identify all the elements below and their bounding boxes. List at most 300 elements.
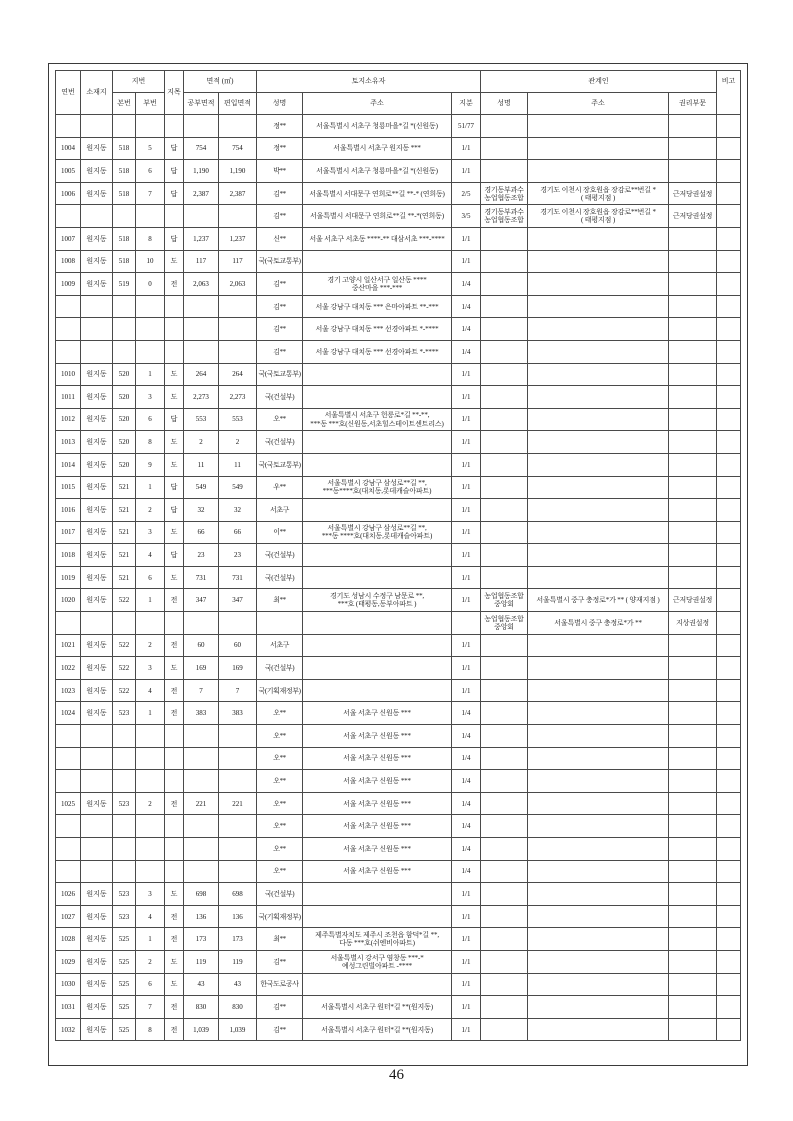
related-party-address [528, 860, 669, 883]
right-type [669, 295, 717, 318]
land-category: 전 [165, 589, 184, 612]
location: 원지동 [81, 160, 113, 183]
location: 원지동 [81, 250, 113, 273]
serial-number: 1009 [56, 273, 81, 296]
area-registered: 1,190 [184, 160, 219, 183]
area-included: 32 [219, 499, 257, 522]
owner-address: 서울 서초구 신원동 *** [303, 770, 452, 793]
serial-number: 1031 [56, 996, 81, 1019]
related-party-name [481, 295, 528, 318]
location [81, 725, 113, 748]
related-party-name [481, 905, 528, 928]
serial-number: 1019 [56, 566, 81, 589]
lot-main-number [113, 860, 136, 883]
owner-address: 경기도 성남시 수정구 남문로 **, ***호 (태평동,동부아파트 ) [303, 589, 452, 612]
header-lot-sub: 부번 [136, 93, 165, 115]
table-row [56, 182, 741, 205]
header-area-included: 편입면적 [219, 93, 257, 115]
remarks [717, 273, 741, 296]
owner-address [303, 657, 452, 680]
owner-share: 1/1 [452, 227, 481, 250]
serial-number: 1014 [56, 453, 81, 476]
table-row [56, 950, 741, 973]
table-row [56, 431, 741, 454]
lot-main-number: 521 [113, 566, 136, 589]
related-party-name [481, 928, 528, 951]
area-included: 66 [219, 521, 257, 544]
owner-name: 서초구 [257, 499, 303, 522]
lot-sub-number: 1 [136, 702, 165, 725]
land-category: 도 [165, 363, 184, 386]
related-party-name [481, 137, 528, 160]
owner-share: 1/4 [452, 273, 481, 296]
right-type [669, 725, 717, 748]
owner-name: 우** [257, 476, 303, 499]
lot-main-number: 521 [113, 544, 136, 567]
area-included: 221 [219, 792, 257, 815]
remarks [717, 544, 741, 567]
land-category: 도 [165, 431, 184, 454]
related-party-address [528, 815, 669, 838]
land-category: 전 [165, 792, 184, 815]
header-row-top [56, 71, 741, 93]
related-party-name [481, 566, 528, 589]
right-type: 근저당권설정 [669, 182, 717, 205]
land-category: 도 [165, 657, 184, 680]
location: 원지동 [81, 996, 113, 1019]
related-party-address [528, 499, 669, 522]
lot-sub-number: 2 [136, 950, 165, 973]
land-category: 전 [165, 679, 184, 702]
area-registered: 32 [184, 499, 219, 522]
area-included: 731 [219, 566, 257, 589]
remarks [717, 996, 741, 1019]
right-type [669, 476, 717, 499]
owner-share: 1/4 [452, 860, 481, 883]
lot-sub-number: 1 [136, 589, 165, 612]
right-type [669, 973, 717, 996]
related-party-address [528, 838, 669, 861]
remarks [717, 702, 741, 725]
right-type [669, 227, 717, 250]
area-registered [184, 770, 219, 793]
right-type [669, 883, 717, 906]
lot-sub-number: 1 [136, 928, 165, 951]
right-type [669, 679, 717, 702]
owner-name: 김** [257, 996, 303, 1019]
land-category: 도 [165, 250, 184, 273]
land-category: 도 [165, 973, 184, 996]
location: 원지동 [81, 521, 113, 544]
area-included: 698 [219, 883, 257, 906]
owner-share: 1/1 [452, 928, 481, 951]
related-party-address [528, 476, 669, 499]
header-area: 면적 (㎡) [184, 71, 257, 93]
lot-main-number: 521 [113, 521, 136, 544]
table-row [56, 386, 741, 409]
location: 원지동 [81, 273, 113, 296]
related-party-name: 농업협동조합 중앙회 [481, 589, 528, 612]
serial-number: 1026 [56, 883, 81, 906]
location: 원지동 [81, 363, 113, 386]
area-included: 1,237 [219, 227, 257, 250]
area-registered: 7 [184, 679, 219, 702]
owner-address [303, 973, 452, 996]
lot-main-number: 525 [113, 973, 136, 996]
remarks [717, 905, 741, 928]
serial-number: 1012 [56, 408, 81, 431]
serial-number: 1006 [56, 182, 81, 205]
serial-number: 1023 [56, 679, 81, 702]
lot-sub-number [136, 725, 165, 748]
land-category: 답 [165, 499, 184, 522]
related-party-name [481, 544, 528, 567]
right-type [669, 905, 717, 928]
related-party-name [481, 792, 528, 815]
table-row [56, 612, 741, 635]
related-party-name [481, 453, 528, 476]
area-registered: 698 [184, 883, 219, 906]
owner-share: 1/4 [452, 770, 481, 793]
remarks [717, 476, 741, 499]
area-included: 2,063 [219, 273, 257, 296]
serial-number [56, 838, 81, 861]
related-party-name [481, 318, 528, 341]
remarks [717, 453, 741, 476]
related-party-name [481, 250, 528, 273]
right-type [669, 160, 717, 183]
land-category: 답 [165, 227, 184, 250]
related-party-address [528, 295, 669, 318]
related-party-address [528, 273, 669, 296]
related-party-name [481, 386, 528, 409]
table-row [56, 566, 741, 589]
table-row [56, 747, 741, 770]
related-party-name [481, 499, 528, 522]
area-registered: 66 [184, 521, 219, 544]
area-registered: 119 [184, 950, 219, 973]
remarks [717, 634, 741, 657]
related-party-address [528, 883, 669, 906]
related-party-address [528, 566, 669, 589]
lot-sub-number: 4 [136, 544, 165, 567]
lot-sub-number [136, 318, 165, 341]
location [81, 838, 113, 861]
related-party-address [528, 250, 669, 273]
area-registered [184, 725, 219, 748]
right-type [669, 860, 717, 883]
location: 원지동 [81, 634, 113, 657]
lot-main-number [113, 815, 136, 838]
right-type [669, 657, 717, 680]
related-party-address: 서울특별시 중구 충정로*가 ** [528, 612, 669, 635]
location: 원지동 [81, 657, 113, 680]
remarks [717, 838, 741, 861]
remarks [717, 431, 741, 454]
lot-sub-number [136, 770, 165, 793]
owner-name: 오** [257, 770, 303, 793]
owner-share: 1/4 [452, 702, 481, 725]
owner-address [303, 386, 452, 409]
lot-main-number: 520 [113, 408, 136, 431]
right-type [669, 838, 717, 861]
area-registered: 2,063 [184, 273, 219, 296]
remarks [717, 815, 741, 838]
table-row [56, 702, 741, 725]
lot-main-number: 519 [113, 273, 136, 296]
owner-name: 국(건설부) [257, 883, 303, 906]
header-location: 소재지 [81, 71, 113, 115]
owner-share: 1/1 [452, 386, 481, 409]
table-row [56, 770, 741, 793]
owner-name: 최** [257, 928, 303, 951]
lot-main-number: 520 [113, 431, 136, 454]
lot-sub-number [136, 815, 165, 838]
header-area-registered: 공부면적 [184, 93, 219, 115]
land-category: 전 [165, 702, 184, 725]
area-included [219, 295, 257, 318]
owner-name: 김** [257, 273, 303, 296]
area-included: 549 [219, 476, 257, 499]
land-category: 전 [165, 273, 184, 296]
land-category: 도 [165, 950, 184, 973]
remarks [717, 950, 741, 973]
owner-share: 1/1 [452, 679, 481, 702]
owner-address: 서울 강남구 대치동 *** 선경아파트 *-**** [303, 340, 452, 363]
lot-sub-number [136, 205, 165, 228]
lot-sub-number: 6 [136, 566, 165, 589]
table-body [56, 115, 741, 1041]
serial-number [56, 770, 81, 793]
land-category: 답 [165, 544, 184, 567]
land-category: 답 [165, 137, 184, 160]
table-row [56, 792, 741, 815]
area-registered: 1,039 [184, 1018, 219, 1041]
table-row [56, 679, 741, 702]
lot-sub-number: 8 [136, 431, 165, 454]
related-party-name [481, 950, 528, 973]
owner-name: 국(국토교통부) [257, 363, 303, 386]
owner-name: 오** [257, 792, 303, 815]
related-party-name [481, 115, 528, 138]
area-registered [184, 612, 219, 635]
lot-sub-number: 1 [136, 476, 165, 499]
table-header [56, 71, 741, 115]
remarks [717, 227, 741, 250]
lot-sub-number: 1 [136, 363, 165, 386]
header-owner-share: 지분 [452, 93, 481, 115]
area-registered [184, 295, 219, 318]
land-category: 답 [165, 408, 184, 431]
owner-address: 서울특별시 강남구 삼성로**길 **, ***동****호(대치동,롯데캐슬아파트) [303, 476, 452, 499]
serial-number: 1011 [56, 386, 81, 409]
area-included: 754 [219, 137, 257, 160]
remarks [717, 408, 741, 431]
owner-share [452, 612, 481, 635]
owner-address [303, 453, 452, 476]
related-party-address [528, 747, 669, 770]
owner-name: 국(건설부) [257, 386, 303, 409]
table-row [56, 227, 741, 250]
area-included: 136 [219, 905, 257, 928]
area-included: 830 [219, 996, 257, 1019]
related-party-name [481, 431, 528, 454]
owner-address: 서울특별시 서대문구 연희로**길 **-*(연희동) [303, 205, 452, 228]
owner-address: 서울 서초구 신원동 *** [303, 792, 452, 815]
related-party-address [528, 770, 669, 793]
serial-number: 1010 [56, 363, 81, 386]
table-row [56, 363, 741, 386]
owner-share: 1/4 [452, 318, 481, 341]
lot-main-number: 525 [113, 950, 136, 973]
land-category [165, 205, 184, 228]
right-type [669, 363, 717, 386]
owner-name: 오** [257, 725, 303, 748]
serial-number: 1027 [56, 905, 81, 928]
owner-share: 1/1 [452, 431, 481, 454]
area-registered: 754 [184, 137, 219, 160]
location: 원지동 [81, 905, 113, 928]
related-party-name [481, 227, 528, 250]
remarks [717, 340, 741, 363]
location [81, 860, 113, 883]
lot-main-number: 521 [113, 476, 136, 499]
owner-name: 오** [257, 747, 303, 770]
owner-address [303, 883, 452, 906]
owner-name: 신** [257, 227, 303, 250]
lot-sub-number: 4 [136, 905, 165, 928]
owner-share: 1/1 [452, 905, 481, 928]
location: 원지동 [81, 182, 113, 205]
serial-number: 1008 [56, 250, 81, 273]
serial-number: 1005 [56, 160, 81, 183]
serial-number [56, 725, 81, 748]
related-party-address [528, 950, 669, 973]
area-included: 553 [219, 408, 257, 431]
owner-name: 한국도로공사 [257, 973, 303, 996]
area-included: 169 [219, 657, 257, 680]
area-included [219, 612, 257, 635]
owner-address: 서울특별시 서대문구 연희로**길 **-* (연희동) [303, 182, 452, 205]
owner-name: 김** [257, 182, 303, 205]
location: 원지동 [81, 476, 113, 499]
owner-name: 김** [257, 295, 303, 318]
header-category: 지목 [165, 71, 184, 115]
table-row [56, 996, 741, 1019]
table-row [56, 273, 741, 296]
remarks [717, 318, 741, 341]
lot-sub-number: 3 [136, 521, 165, 544]
table-row [56, 928, 741, 951]
remarks [717, 386, 741, 409]
area-included: 383 [219, 702, 257, 725]
area-registered: 136 [184, 905, 219, 928]
related-party-address: 경기도 이천시 장호원읍 장감로**번길 * ( 태평지점 ) [528, 182, 669, 205]
table-row [56, 589, 741, 612]
area-included: 60 [219, 634, 257, 657]
owner-address: 서울특별시 강남구 삼성로**길 **, ***동 ****호(대치동,롯데캐슬아파트) [303, 521, 452, 544]
remarks [717, 973, 741, 996]
lot-main-number: 525 [113, 1018, 136, 1041]
remarks [717, 657, 741, 680]
lot-main-number: 518 [113, 160, 136, 183]
owner-name: 이** [257, 521, 303, 544]
area-included [219, 815, 257, 838]
related-party-name [481, 815, 528, 838]
table-row [56, 883, 741, 906]
related-party-address [528, 1018, 669, 1041]
land-category: 답 [165, 160, 184, 183]
owner-share: 1/1 [452, 566, 481, 589]
remarks [717, 747, 741, 770]
area-registered: 347 [184, 589, 219, 612]
serial-number: 1032 [56, 1018, 81, 1041]
serial-number [56, 612, 81, 635]
header-remarks: 비고 [717, 71, 741, 115]
lot-sub-number: 7 [136, 996, 165, 1019]
owner-share: 1/1 [452, 453, 481, 476]
lot-main-number: 522 [113, 657, 136, 680]
lot-sub-number: 4 [136, 679, 165, 702]
related-party-name [481, 657, 528, 680]
lot-main-number: 518 [113, 227, 136, 250]
location: 원지동 [81, 386, 113, 409]
area-included: 2,387 [219, 182, 257, 205]
area-included [219, 747, 257, 770]
area-included [219, 115, 257, 138]
related-party-name [481, 521, 528, 544]
owner-address [303, 634, 452, 657]
related-party-name: 경기동부과수 농업협동조합 [481, 182, 528, 205]
area-included: 264 [219, 363, 257, 386]
related-party-address: 서울특별시 중구 충정로*가 ** ( 양재지점 ) [528, 589, 669, 612]
area-registered: 549 [184, 476, 219, 499]
serial-number: 1029 [56, 950, 81, 973]
area-included: 2 [219, 431, 257, 454]
right-type [669, 250, 717, 273]
owner-address: 서울특별시 강서구 염창동 ***-* 예성그린빌아파트 -**** [303, 950, 452, 973]
land-category [165, 318, 184, 341]
owner-address: 서울 서초구 신원동 *** [303, 702, 452, 725]
remarks [717, 160, 741, 183]
right-type [669, 928, 717, 951]
table-row [56, 1018, 741, 1041]
related-party-address [528, 115, 669, 138]
related-party-address [528, 431, 669, 454]
area-included [219, 318, 257, 341]
table-row [56, 250, 741, 273]
remarks [717, 1018, 741, 1041]
related-party-name [481, 725, 528, 748]
owner-name: 국(기획재정부) [257, 905, 303, 928]
lot-main-number: 523 [113, 702, 136, 725]
owner-name: 국(건설부) [257, 657, 303, 680]
owner-address [303, 566, 452, 589]
location [81, 815, 113, 838]
right-type [669, 996, 717, 1019]
owner-name: 정** [257, 115, 303, 138]
right-type [669, 431, 717, 454]
owner-share: 1/4 [452, 838, 481, 861]
header-owner-address: 주소 [303, 93, 452, 115]
serial-number [56, 340, 81, 363]
owner-share: 3/5 [452, 205, 481, 228]
owner-name: 국(건설부) [257, 431, 303, 454]
remarks [717, 883, 741, 906]
location: 원지동 [81, 137, 113, 160]
right-type [669, 318, 717, 341]
location [81, 115, 113, 138]
